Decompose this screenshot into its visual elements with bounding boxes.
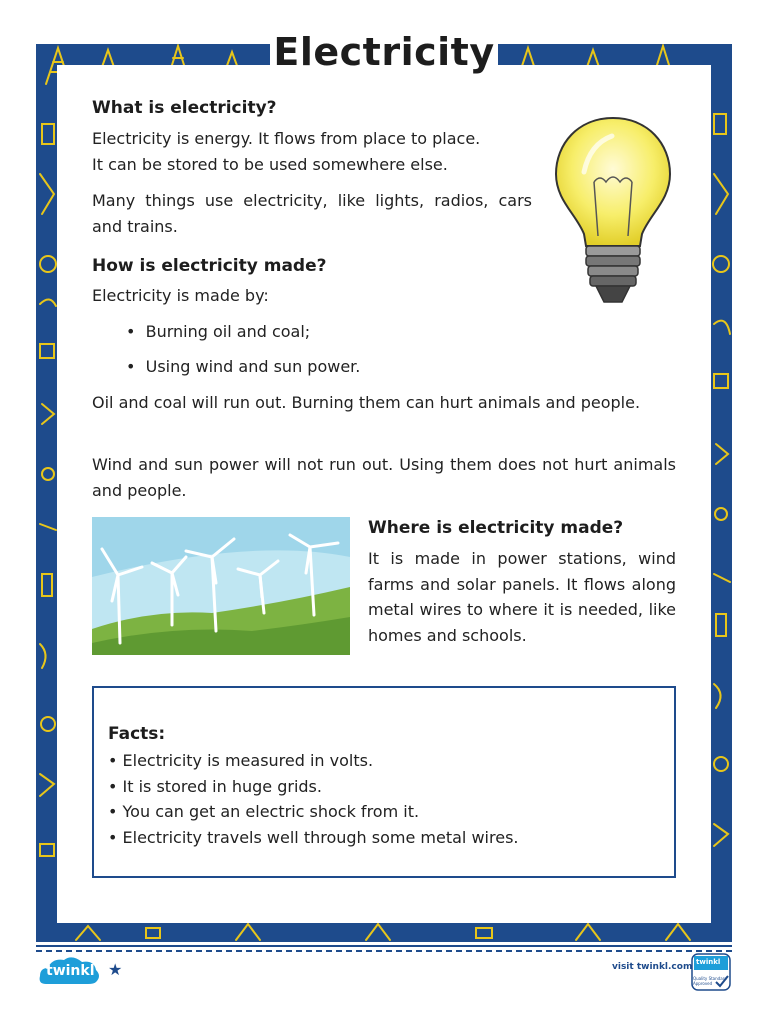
how-bullet-1 (126, 319, 310, 345)
light-bulb-illustration (550, 112, 676, 312)
heading-what: What is electricity? (92, 98, 277, 118)
what-line-2: It can be stored to be used somewhere else. (92, 155, 448, 174)
how-paragraph-2: Wind and sun power will not run out. Using them does not hurt animals and people. (92, 455, 676, 500)
facts-box (92, 686, 676, 878)
badge-subtitle: Quality Standard Approved (693, 976, 727, 986)
fact-item: • It is stored in huge grids. (108, 776, 322, 796)
title-banner (270, 22, 498, 82)
how-intro: Electricity is made by: (92, 286, 269, 305)
fact-item: • You can get an electric shock from it. (108, 802, 420, 821)
logo-text: twinkl (46, 963, 95, 979)
footer-divider (36, 945, 732, 947)
bullet-dot: • (126, 322, 136, 341)
badge-title: twinkl (696, 958, 721, 966)
star-icon: ★ (108, 960, 123, 979)
facts-heading: Facts: (108, 724, 166, 744)
where-paragraph: It is made in power stations, wind farms and solar panels. It flows along metal wires to where it is needed, like homes and schools. (368, 549, 676, 645)
twinkl-logo[interactable] (38, 956, 100, 986)
heading-where: Where is electricity made? (368, 518, 624, 538)
bullet-dot: • (126, 357, 136, 376)
heading-how: How is electricity made? (92, 256, 327, 276)
page-title: Electricity (273, 30, 495, 74)
how-bullet-2 (126, 354, 360, 380)
how-paragraph-1: Oil and coal will run out. Burning them can hurt animals and people. (92, 393, 641, 412)
visit-link[interactable]: visit twinkl.com (612, 962, 693, 972)
what-line-1: Electricity is energy. It flows from place to place. (92, 129, 481, 148)
footer-dashed-divider (36, 950, 732, 952)
fact-item: • Electricity is measured in volts. (108, 751, 374, 770)
what-paragraph-2: Many things use electricity, like lights, radios, cars and trains. (92, 191, 532, 236)
facts-list (108, 748, 518, 850)
fact-item: • Electricity travels well through some metal wires. (108, 827, 519, 847)
bullet-text: Using wind and sun power. (145, 357, 361, 376)
wind-turbine-illustration (92, 517, 350, 655)
quality-badge (690, 952, 732, 992)
bullet-text: Burning oil and coal; (145, 322, 311, 341)
